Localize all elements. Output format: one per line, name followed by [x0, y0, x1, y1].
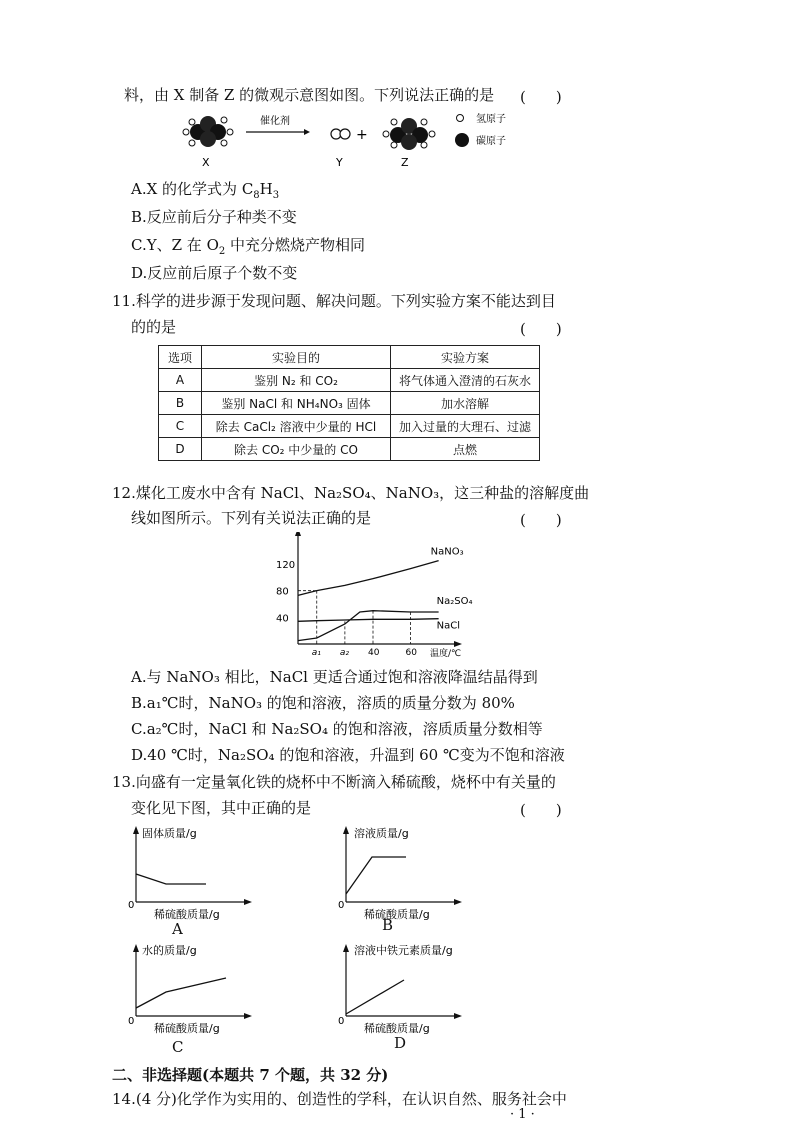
label-z: Z: [401, 156, 409, 169]
graph-a-xlabel: 稀硫酸质量/g: [154, 908, 220, 921]
q10-option-b: B.反应前后分子种类不变: [131, 208, 297, 226]
molecule-z-icon: [383, 118, 435, 150]
series-label: NaCl: [436, 620, 460, 632]
carbon-legend-icon: [455, 133, 469, 147]
q10-answer-paren: ( ): [520, 88, 562, 106]
x-tick-label: 40: [368, 648, 380, 658]
molecule-x-icon: [183, 116, 233, 147]
q11-answer-paren: ( ): [520, 320, 562, 338]
hydrogen-legend-icon: [457, 115, 464, 122]
q10-stem: 料，由 X 制备 Z 的微观示意图如图。下列说法正确的是: [124, 86, 495, 104]
table-header: 实验目的: [202, 346, 391, 369]
y-tick-label: 120: [276, 560, 296, 571]
graph-b: [336, 824, 486, 934]
table-row: B 鉴别 NaCl 和 NH₄NO₃ 固体 加水溶解: [159, 392, 540, 415]
y-tick-label: 80: [276, 586, 289, 598]
q12-stem-line1: 12.煤化工废水中含有 NaCl、Na₂SO₄、NaNO₃，这三种盐的溶解度曲: [112, 484, 590, 502]
series-line-0: [298, 561, 439, 596]
y-tick-label: 40: [276, 613, 289, 625]
graph-c-origin: 0: [128, 1016, 135, 1027]
series-line-1: [298, 611, 439, 641]
table-header: 选项: [159, 346, 202, 369]
graph-c-ylabel: 水的质量/g: [142, 944, 197, 957]
graph-a-ylabel: 固体质量/g: [142, 827, 197, 840]
q11-stem-line1: 11.科学的进步源于发现问题、解决问题。下列实验方案不能达到目: [112, 292, 556, 310]
catalyst-label: 催化剂: [260, 116, 290, 127]
graph-a: [126, 824, 276, 934]
label-y: Y: [336, 156, 343, 169]
table-header: 实验方案: [391, 346, 540, 369]
q13-answer-paren: ( ): [520, 801, 562, 819]
plus-sign: +: [356, 127, 368, 143]
q11-experiment-table: [158, 345, 540, 461]
label-x: X: [202, 156, 210, 169]
graph-d-ylabel: 溶液中铁元素质量/g: [354, 944, 453, 957]
section-heading: 二、非选择题(本题共 7 个题，共 32 分): [112, 1066, 389, 1084]
series-label: Na₂SO₄: [436, 596, 473, 607]
legend-carbon: 碳原子: [476, 136, 506, 147]
q13-stem-line1: 13.向盛有一定量氧化铁的烧杯中不断滴入稀硫酸，烧杯中有关量的: [112, 773, 556, 791]
q13-stem-line2: 变化见下图，其中正确的是: [131, 799, 312, 817]
molecule-y-icon: [331, 129, 350, 139]
q12-stem-line2: 线如图所示。下列有关说法正确的是: [131, 509, 372, 527]
series-line-2: [298, 619, 439, 622]
graph-b-ylabel: 溶液质量/g: [354, 827, 409, 840]
graph-d: [336, 940, 486, 1040]
q14-stem: 14.(4 分)化学作为实用的、创造性的学科，在认识自然、服务社会中: [112, 1090, 567, 1108]
q12-answer-paren: ( ): [520, 511, 562, 529]
q10-option-a: A.X 的化学式为 $C_8H_3$: [131, 180, 280, 201]
table-row: D 除去 CO₂ 中少量的 CO 点燃: [159, 438, 540, 461]
table-row: A 鉴别 N₂ 和 CO₂ 将气体通入澄清的石灰水: [159, 369, 540, 392]
legend-hydrogen: 氢原子: [476, 114, 506, 125]
q12-option-c: C.a₂℃时，NaCl 和 Na₂SO₄ 的饱和溶液，溶质质量分数相等: [131, 720, 543, 738]
graph-d-origin: 0: [338, 1016, 345, 1027]
graph-c: [126, 940, 276, 1040]
table-row: C 除去 CaCl₂ 溶液中少量的 HCl 加入过量的大理石、过滤: [159, 415, 540, 438]
y-axis-arrow: [295, 532, 301, 536]
graph-b-xlabel: 稀硫酸质量/g: [364, 908, 430, 921]
q12-option-d: D.40 ℃时，Na₂SO₄ 的饱和溶液，升温到 60 ℃变为不饱和溶液: [131, 746, 565, 764]
q10-reaction-diagram: [176, 108, 556, 174]
graph-c-xlabel: 稀硫酸质量/g: [154, 1022, 220, 1035]
x-tick-label: 60: [405, 648, 417, 658]
page-number: · 1 ·: [510, 1107, 535, 1122]
graph-a-origin: 0: [128, 900, 135, 911]
x-axis-label: 温度/℃: [430, 649, 462, 659]
x-tick-label: a₂: [339, 648, 349, 658]
graph-d-xlabel: 稀硫酸质量/g: [364, 1022, 430, 1035]
q10-option-d: D.反应前后原子个数不变: [131, 264, 298, 282]
graph-c-letter: C: [172, 1038, 184, 1056]
graph-b-origin: 0: [338, 900, 345, 911]
series-label: NaNO₃: [430, 546, 464, 558]
q10-option-c: C.Y、Z 在 $O_2$ 中充分燃烧产物相同: [131, 236, 366, 257]
q11-stem-line2: 的的是: [131, 318, 177, 336]
q12-option-b: B.a₁℃时，NaNO₃ 的饱和溶液，溶质的质量分数为 80%: [131, 694, 515, 712]
q12-option-a: A.与 NaNO₃ 相比，NaCl 更适合通过饱和溶液降温结晶得到: [131, 668, 538, 686]
graph-b-letter: B: [382, 916, 394, 934]
solubility-chart: [262, 532, 482, 662]
graph-d-letter: D: [394, 1034, 407, 1052]
x-axis-arrow: [454, 641, 462, 647]
table-header-row: [159, 346, 540, 369]
graph-a-letter: A: [172, 920, 183, 938]
x-tick-label: a₁: [311, 648, 321, 658]
